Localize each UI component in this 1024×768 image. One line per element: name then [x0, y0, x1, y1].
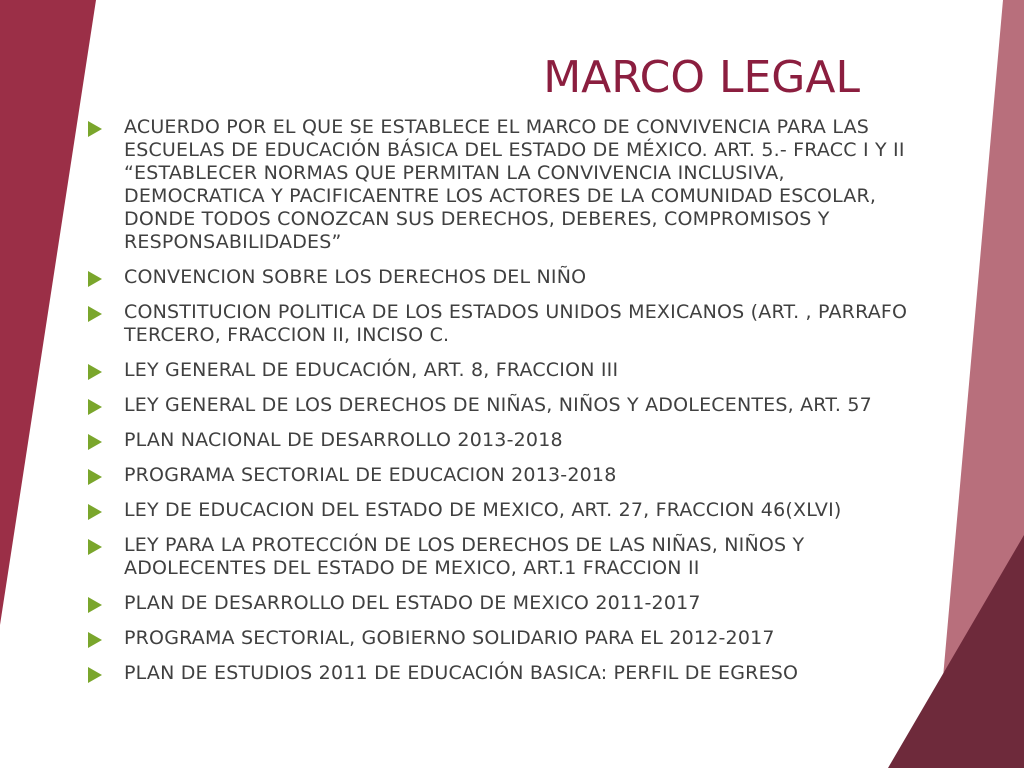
- bullet-text: ACUERDO POR EL QUE SE ESTABLECE EL MARCO DE CONVIVENCIA PARA LAS ESCUELAS DE EDUCACIÓN BÁSICA DEL ESTADO DE MÉXICO. ART. 5.- FRACC I Y II “ESTABLECER NORMAS QUE PERMITAN LA CONVIVENCIA INCLUSIVA, DEMOCRATICA Y PACIFICAENTRE LOS ACTORES DE LA COMUNIDAD ESCOLAR, DONDE TODOS CONOZCAN SUS DERECHOS, DEBERES, COMPROMISOS Y RESPONSABILIDADES”: [124, 116, 905, 253]
- bullet-item: [88, 394, 908, 417]
- bullet-item: [88, 534, 908, 580]
- triangle-right-icon: [88, 271, 102, 287]
- bullet-text: PLAN DE ESTUDIOS 2011 DE EDUCACIÓN BASICA: PERFIL DE EGRESO: [124, 662, 799, 684]
- bullet-item: [88, 464, 908, 487]
- triangle-right-icon: [88, 632, 102, 648]
- bullet-text: CONVENCION SOBRE LOS DERECHOS DEL NIÑO: [124, 266, 587, 288]
- bullet-text: LEY DE EDUCACION DEL ESTADO DE MEXICO, ART. 27, FRACCION 46(XLVI): [124, 499, 842, 521]
- bullet-item: [88, 116, 908, 254]
- triangle-right-icon: [88, 504, 102, 520]
- bullet-text: LEY PARA LA PROTECCIÓN DE LOS DERECHOS DE LAS NIÑAS, NIÑOS Y ADOLECENTES DEL ESTADO DE MEXICO, ART.1 FRACCION II: [124, 534, 805, 579]
- bullet-item: [88, 627, 908, 650]
- bullet-text: LEY GENERAL DE LOS DERECHOS DE NIÑAS, NIÑOS Y ADOLECENTES, ART. 57: [124, 394, 872, 416]
- slide-title: MARCO LEGAL: [543, 52, 860, 103]
- triangle-right-icon: [88, 121, 102, 137]
- bullet-item: [88, 266, 908, 289]
- bullet-item: [88, 429, 908, 452]
- bullet-text: PLAN DE DESARROLLO DEL ESTADO DE MEXICO 2011-2017: [124, 592, 701, 614]
- left-accent-band: [0, 0, 96, 625]
- bullet-text: CONSTITUCION POLITICA DE LOS ESTADOS UNIDOS MEXICANOS (ART. , PARRAFO TERCERO, FRACCION II, INCISO C.: [124, 301, 908, 346]
- bullet-item: [88, 499, 908, 522]
- bullet-text: PLAN NACIONAL DE DESARROLLO 2013-2018: [124, 429, 563, 451]
- triangle-right-icon: [88, 434, 102, 450]
- triangle-right-icon: [88, 667, 102, 683]
- triangle-right-icon: [88, 399, 102, 415]
- bullet-text: LEY GENERAL DE EDUCACIÓN, ART. 8, FRACCION III: [124, 359, 619, 381]
- triangle-right-icon: [88, 539, 102, 555]
- triangle-right-icon: [88, 306, 102, 322]
- bullet-list: [88, 116, 908, 697]
- bullet-item: [88, 359, 908, 382]
- triangle-right-icon: [88, 469, 102, 485]
- bullet-item: [88, 662, 908, 685]
- bullet-text: PROGRAMA SECTORIAL DE EDUCACION 2013-2018: [124, 464, 617, 486]
- bullet-item: [88, 301, 908, 347]
- triangle-right-icon: [88, 597, 102, 613]
- bullet-item: [88, 592, 908, 615]
- triangle-right-icon: [88, 364, 102, 380]
- bullet-text: PROGRAMA SECTORIAL, GOBIERNO SOLIDARIO PARA EL 2012-2017: [124, 627, 775, 649]
